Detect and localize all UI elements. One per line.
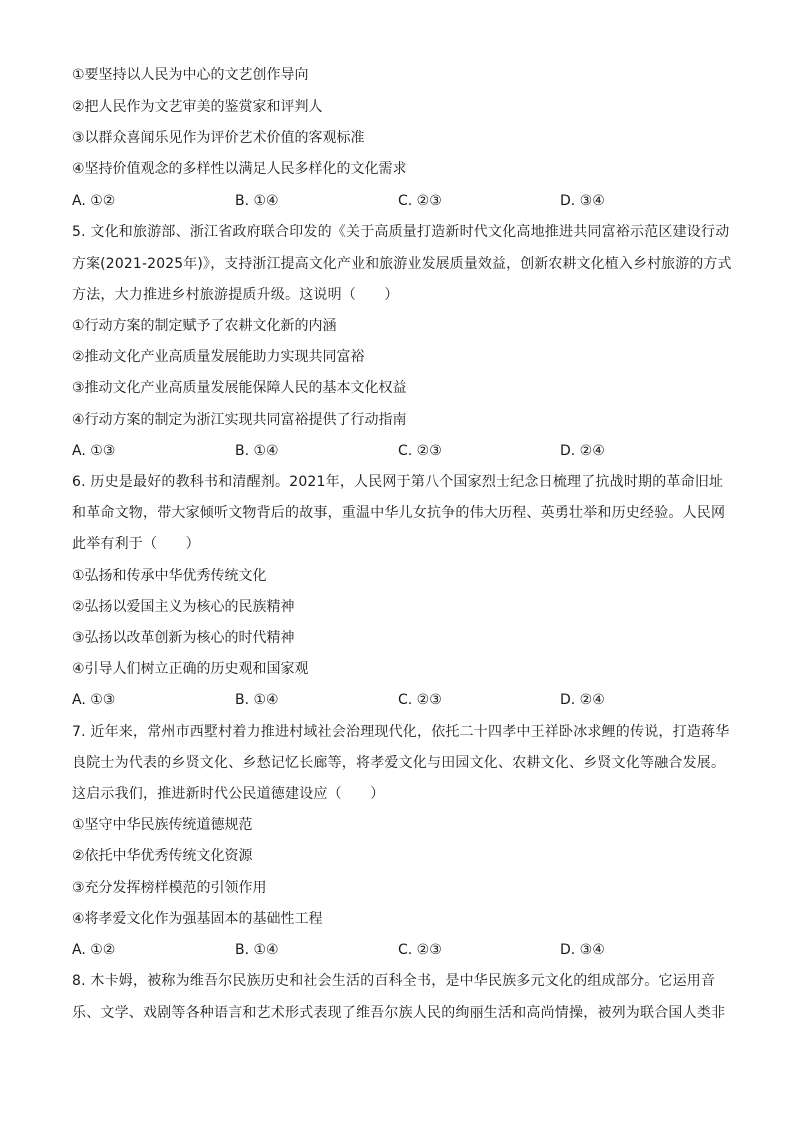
q5-option-a: A. ①③ <box>72 443 116 459</box>
q7-statement-3: ③充分发挥榜样模范的引领作用 <box>72 880 267 896</box>
q6-statement-2: ②弘扬以爱国主义为核心的民族精神 <box>72 599 295 615</box>
q6-option-c: C. ②③ <box>398 692 442 708</box>
q7-statement-1: ①坚守中华民族传统道德规范 <box>72 817 253 833</box>
q5-option-c: C. ②③ <box>398 443 442 459</box>
q5-option-b: B. ①④ <box>235 443 279 459</box>
q4-option-a: A. ①② <box>72 193 116 209</box>
q6-statement-4: ④引导人们树立正确的历史观和国家观 <box>72 661 309 677</box>
q6-statement-1: ①弘扬和传承中华优秀传统文化 <box>72 568 267 584</box>
q8-stem-line-1: 8. 木卡姆，被称为维吾尔民族历史和社会生活的百科全书，是中华民族多元文化的组成部分。它运用音 <box>72 973 716 989</box>
q5-statement-1: ①行动方案的制定赋予了农耕文化新的内涵 <box>72 318 337 334</box>
q6-statement-3: ③弘扬以改革创新为核心的时代精神 <box>72 630 295 646</box>
q5-statement-4: ④行动方案的制定为浙江实现共同富裕提供了行动指南 <box>72 412 407 428</box>
q6-option-d: D. ②④ <box>560 692 605 708</box>
q7-statement-2: ②依托中华优秀传统文化资源 <box>72 848 253 864</box>
q5-stem-line-2: 方案(2021-2025年)》，支持浙江提高文化产业和旅游业发展质量效益，创新农耕文化植入乡村旅游的方式 <box>72 256 732 272</box>
q7-option-b: B. ①④ <box>235 942 279 958</box>
q5-option-d: D. ②④ <box>560 443 605 459</box>
q4-statement-2: ②把人民作为文艺审美的鉴赏家和评判人 <box>72 99 323 115</box>
q4-statement-3: ③以群众喜闻乐见作为评价艺术价值的客观标准 <box>72 130 365 146</box>
q4-statement-1: ①要坚持以人民为中心的文艺创作导向 <box>72 67 309 83</box>
q7-options <box>72 940 732 960</box>
q6-option-a: A. ①③ <box>72 692 116 708</box>
q5-statement-2: ②推动文化产业高质量发展能助力实现共同富裕 <box>72 349 365 365</box>
q6-stem-line-1: 6. 历史是最好的教科书和清醒剂。2021年，人民网于第八个国家烈士纪念日梳理了抗战时期的革命旧址 <box>72 474 724 490</box>
q5-stem-line-1: 5. 文化和旅游部、浙江省政府联合印发的《关于高质量打造新时代文化高地推进共同富裕示范区建设行动 <box>72 224 730 240</box>
q8-stem-line-2: 乐、文学、戏剧等各种语言和艺术形式表现了维吾尔族人民的绚丽生活和高尚情操，被列为联合国人类非 <box>72 1005 726 1021</box>
q5-options <box>72 441 732 461</box>
q7-option-c: C. ②③ <box>398 942 442 958</box>
q7-option-d: D. ③④ <box>560 942 605 958</box>
q5-stem-line-3: 方法，大力推进乡村旅游提质升级。这说明（ ） <box>72 287 399 303</box>
q4-options <box>72 191 732 211</box>
q4-option-b: B. ①④ <box>235 193 279 209</box>
q6-stem-line-3: 此举有利于（ ） <box>72 536 200 552</box>
q7-statement-4: ④将孝爱文化作为强基固本的基础性工程 <box>72 911 323 927</box>
q6-option-b: B. ①④ <box>235 692 279 708</box>
q7-stem-line-1: 7. 近年来，常州市西墅村着力推进村域社会治理现代化，依托二十四孝中王祥卧冰求鲤的传说，打造蒋华 <box>72 724 730 740</box>
q5-statement-3: ③推动文化产业高质量发展能保障人民的基本文化权益 <box>72 380 407 396</box>
q7-stem-line-3: 这启示我们，推进新时代公民道德建设应（ ） <box>72 786 385 802</box>
q7-option-a: A. ①② <box>72 942 116 958</box>
q4-option-c: C. ②③ <box>398 193 442 209</box>
q4-statement-4: ④坚持价值观念的多样性以满足人民多样化的文化需求 <box>72 161 407 177</box>
q7-stem-line-2: 良院士为代表的乡贤文化、乡愁记忆长廊等，将孝爱文化与田园文化、农耕文化、乡贤文化等融合发展。 <box>72 755 726 771</box>
q6-stem-line-2: 和革命文物，带大家倾听文物背后的故事，重温中华儿女抗争的伟大历程、英勇壮举和历史经验。人民网 <box>72 505 726 521</box>
q4-option-d: D. ③④ <box>560 193 605 209</box>
q6-options <box>72 690 732 710</box>
